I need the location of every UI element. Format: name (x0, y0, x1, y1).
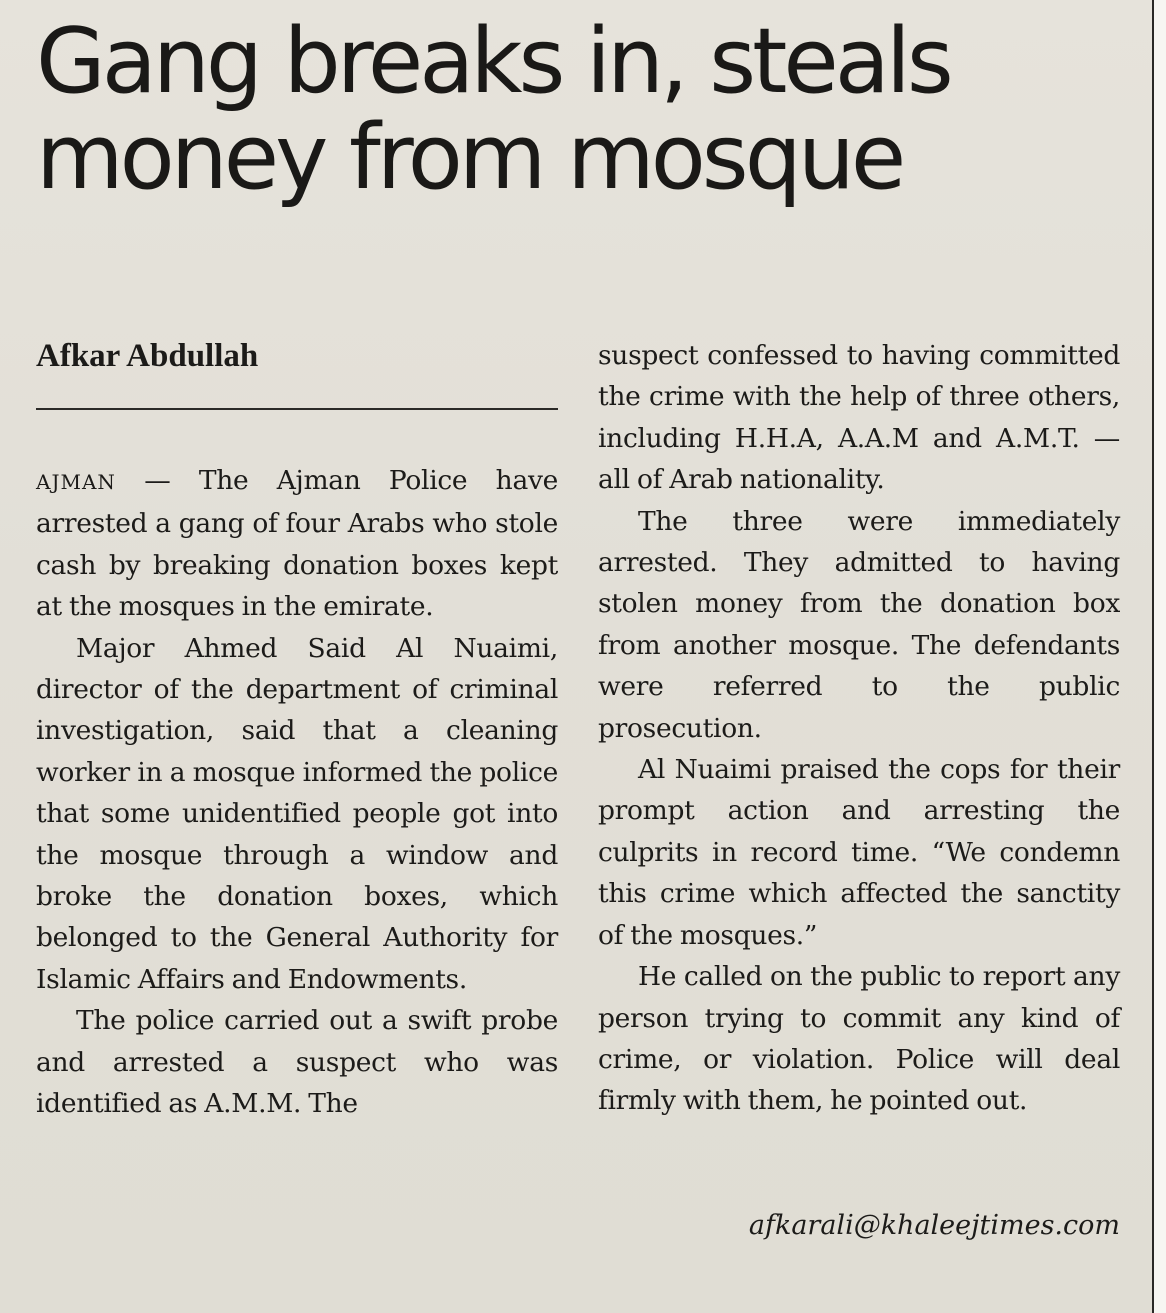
article-paragraph (36, 460, 558, 628)
headline-line-1: Gang breaks in, steals (36, 9, 950, 114)
article-column-left (36, 460, 558, 1125)
dateline: AJMAN (36, 470, 116, 494)
headline (36, 9, 1136, 210)
byline-divider (36, 408, 558, 410)
dateline-dash: — (115, 465, 199, 496)
article-paragraph: He called on the public to report any person trying to commit any kind of crime, or violation. Police will deal firmly with them, he pointed out. (598, 961, 1120, 1117)
article-paragraph: The police carried out a swift probe and arrested a suspect who was identified as A.M.M. The (36, 1005, 558, 1120)
article-paragraph: Major Ahmed Said Al Nuaimi, director of the department of criminal investigation, said that a cleaning worker in a mosque informed the police that some unidentified people got into the mosque through a window and broke the donation boxes, which belonged to the General Authority for Islamic Affairs and Endowments. (36, 632, 558, 995)
byline: Afkar Abdullah (36, 338, 259, 374)
article-column-right (598, 335, 1120, 1122)
author-email: afkarali@khaleejtimes.com (748, 1210, 1120, 1241)
article-paragraph: The three were immediately arrested. They admitted to having stolen money from the donation box from another mosque. The defendants were referred to the public prosecution. (598, 505, 1120, 744)
article-paragraph: Al Nuaimi praised the cops for their prompt action and arresting the culprits in record time. “We condemn this crime which affected the sanctity of the mosques.” (598, 754, 1120, 951)
clipping-edge (1152, 0, 1166, 1313)
paragraph-text: The Ajman Police have arrested a gang of four Arabs who stole cash by breaking donation boxes kept at the mosques in the emirate. (36, 465, 559, 623)
article-paragraph: suspect confessed to having committed the crime with the help of three others, including H.H.A, A.A.M and A.M.T. — all of Arab nationality. (598, 340, 1120, 496)
headline-line-2: money from mosque (36, 105, 903, 210)
